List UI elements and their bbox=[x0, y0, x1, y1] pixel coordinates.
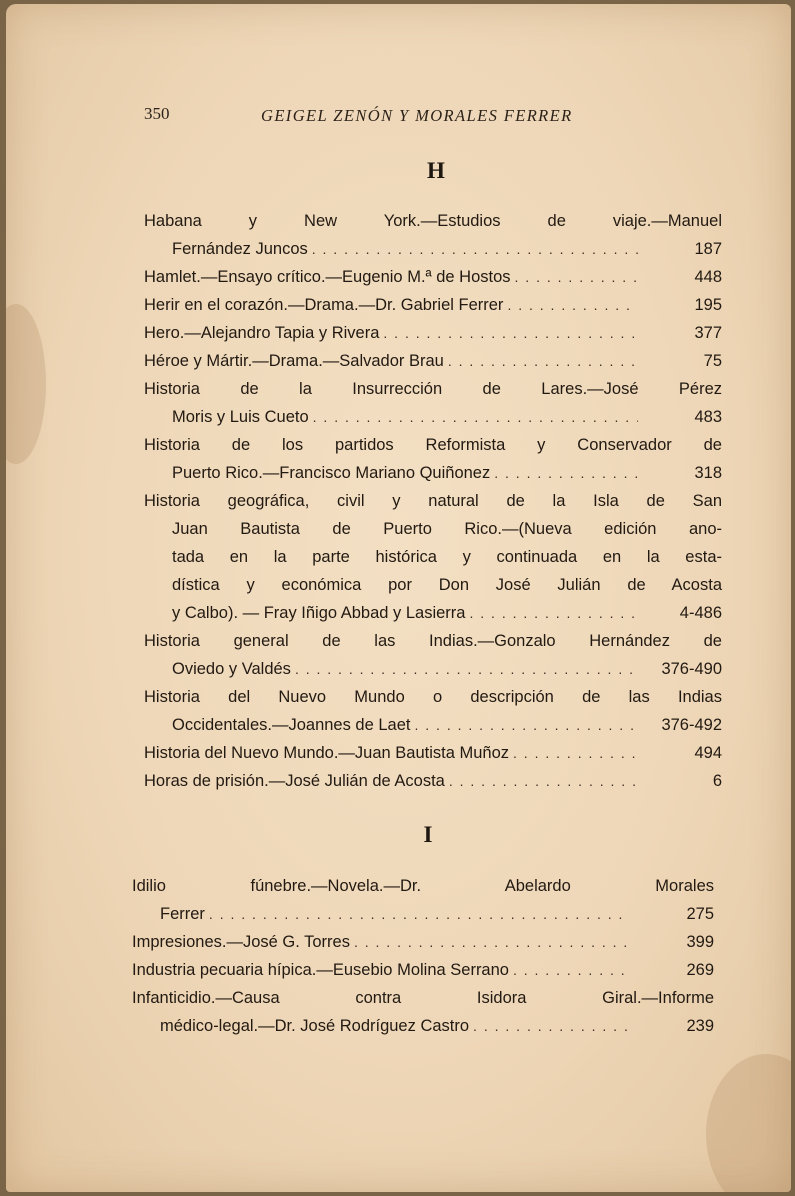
section-letter-h: H bbox=[427, 158, 445, 183]
index-entry bbox=[144, 683, 722, 739]
entry-final-line bbox=[132, 928, 714, 956]
entry-title: Hero.—Alejandro Tapia y Rivera bbox=[144, 324, 380, 342]
dot-leader bbox=[513, 739, 638, 767]
index-entry bbox=[144, 431, 722, 487]
dot-leader bbox=[449, 767, 638, 795]
entry-final-line bbox=[132, 900, 714, 928]
dot-leader bbox=[469, 599, 638, 627]
entry-final-line bbox=[144, 655, 722, 683]
entry-page-ref: 269 bbox=[686, 961, 714, 979]
index-entry bbox=[144, 207, 722, 263]
index-entry bbox=[144, 767, 722, 795]
entry-title: Horas de prisión.—José Julián de Acosta bbox=[144, 772, 445, 790]
entry-title: Impresiones.—José G. Torres bbox=[132, 933, 350, 951]
entry-title: Hamlet.—Ensayo crítico.—Eugenio M.ª de Hostos bbox=[144, 268, 511, 286]
index-entry bbox=[144, 375, 722, 431]
index-entry bbox=[132, 956, 714, 984]
index-section-h bbox=[144, 207, 722, 795]
dot-leader bbox=[383, 319, 638, 347]
entry-final-line bbox=[144, 739, 722, 767]
entry-page-ref: 376-492 bbox=[661, 716, 722, 734]
index-entry bbox=[144, 347, 722, 375]
entry-final-line bbox=[144, 599, 722, 627]
entry-title: Historia del Nuevo Mundo.—Juan Bautista Muñoz bbox=[144, 744, 510, 762]
entry-title: Occidentales.—Joannes de Laet bbox=[172, 716, 411, 734]
entry-page-ref: 4-486 bbox=[679, 604, 722, 622]
entry-page-ref: 376-490 bbox=[661, 660, 722, 678]
entry-line: Idilio fúnebre.—Novela.—Dr. Abelardo Morales bbox=[132, 877, 714, 895]
entry-page-ref: 275 bbox=[686, 905, 714, 923]
dot-leader bbox=[494, 459, 638, 487]
index-entry bbox=[144, 263, 722, 291]
entry-page-ref: 494 bbox=[694, 744, 722, 762]
entry-title: Ferrer bbox=[160, 905, 205, 923]
entry-final-line bbox=[144, 347, 722, 375]
dot-leader bbox=[507, 291, 638, 319]
entry-line: dística y económica por Don José Julián de Acosta bbox=[172, 576, 722, 594]
entry-line: tada en la parte histórica y continuada en la esta- bbox=[172, 548, 722, 566]
dot-leader bbox=[295, 655, 638, 683]
entry-title: Moris y Luis Cueto bbox=[172, 408, 309, 426]
entry-title: Industria pecuaria hípica.—Eusebio Molina Serrano bbox=[132, 961, 509, 979]
entry-line: Habana y New York.—Estudios de viaje.—Manuel bbox=[144, 212, 722, 230]
entry-title: Fernández Juncos bbox=[172, 240, 308, 258]
dot-leader bbox=[448, 347, 638, 375]
page-header bbox=[144, 104, 619, 128]
index-entry bbox=[132, 984, 714, 1040]
entry-final-line bbox=[144, 263, 722, 291]
entry-final-line bbox=[132, 956, 714, 984]
index-entry bbox=[144, 627, 722, 683]
index-section-i bbox=[132, 872, 714, 1040]
entry-title: y Calbo). — Fray Iñigo Abbad y Lasierra bbox=[172, 604, 466, 622]
entry-title: médico-legal.—Dr. José Rodríguez Castro bbox=[160, 1017, 470, 1035]
entry-line: Historia de la Insurrección de Lares.—José Pérez bbox=[144, 380, 722, 398]
entry-title: Herir en el corazón.—Drama.—Dr. Gabriel Ferrer bbox=[144, 296, 504, 314]
entry-final-line bbox=[144, 403, 722, 431]
entry-title: Héroe y Mártir.—Drama.—Salvador Brau bbox=[144, 352, 444, 370]
index-entry bbox=[144, 739, 722, 767]
dot-leader bbox=[415, 711, 639, 739]
entry-page-ref: 399 bbox=[686, 933, 714, 951]
entry-line: Historia geográfica, civil y natural de la Isla de San bbox=[144, 492, 722, 510]
entry-line: Historia general de las Indias.—Gonzalo Hernández de bbox=[144, 632, 722, 650]
paper-stain bbox=[6, 304, 46, 464]
paper-stain bbox=[706, 1054, 791, 1192]
entry-final-line bbox=[144, 319, 722, 347]
entry-final-line bbox=[144, 235, 722, 263]
entry-page-ref: 483 bbox=[694, 408, 722, 426]
entry-page-ref: 6 bbox=[712, 772, 722, 790]
entry-page-ref: 448 bbox=[694, 268, 722, 286]
index-entry bbox=[144, 291, 722, 319]
dot-leader bbox=[513, 956, 630, 984]
book-page bbox=[6, 4, 791, 1192]
entry-line: Infanticidio.—Causa contra Isidora Giral.—Informe bbox=[132, 989, 714, 1007]
entry-final-line bbox=[144, 291, 722, 319]
entry-page-ref: 187 bbox=[694, 240, 722, 258]
index-entry bbox=[144, 319, 722, 347]
entry-final-line bbox=[144, 711, 722, 739]
dot-leader bbox=[473, 1012, 630, 1040]
dot-leader bbox=[313, 403, 638, 431]
index-entry bbox=[132, 928, 714, 956]
entry-line: Historia de los partidos Reformista y Conservador de bbox=[144, 436, 722, 454]
index-entry bbox=[132, 872, 714, 928]
entry-page-ref: 377 bbox=[694, 324, 722, 342]
entry-page-ref: 239 bbox=[686, 1017, 714, 1035]
entry-final-line bbox=[144, 767, 722, 795]
entry-line: Historia del Nuevo Mundo o descripción de las Indias bbox=[144, 688, 722, 706]
page-number: 350 bbox=[144, 104, 170, 123]
entry-line: Juan Bautista de Puerto Rico.—(Nueva edición ano- bbox=[172, 520, 722, 538]
running-head: GEIGEL ZENÓN Y MORALES FERRER bbox=[261, 106, 573, 125]
entry-page-ref: 75 bbox=[703, 352, 722, 370]
section-letter-i: I bbox=[423, 822, 433, 847]
entry-title: Puerto Rico.—Francisco Mariano Quiñonez bbox=[172, 464, 491, 482]
entry-final-line bbox=[144, 459, 722, 487]
entry-final-line bbox=[132, 1012, 714, 1040]
entry-title: Oviedo y Valdés bbox=[172, 660, 291, 678]
entry-page-ref: 318 bbox=[694, 464, 722, 482]
dot-leader bbox=[515, 263, 638, 291]
dot-leader bbox=[312, 235, 638, 263]
index-entry bbox=[144, 487, 722, 627]
dot-leader bbox=[209, 900, 630, 928]
dot-leader bbox=[354, 928, 630, 956]
entry-page-ref: 195 bbox=[694, 296, 722, 314]
